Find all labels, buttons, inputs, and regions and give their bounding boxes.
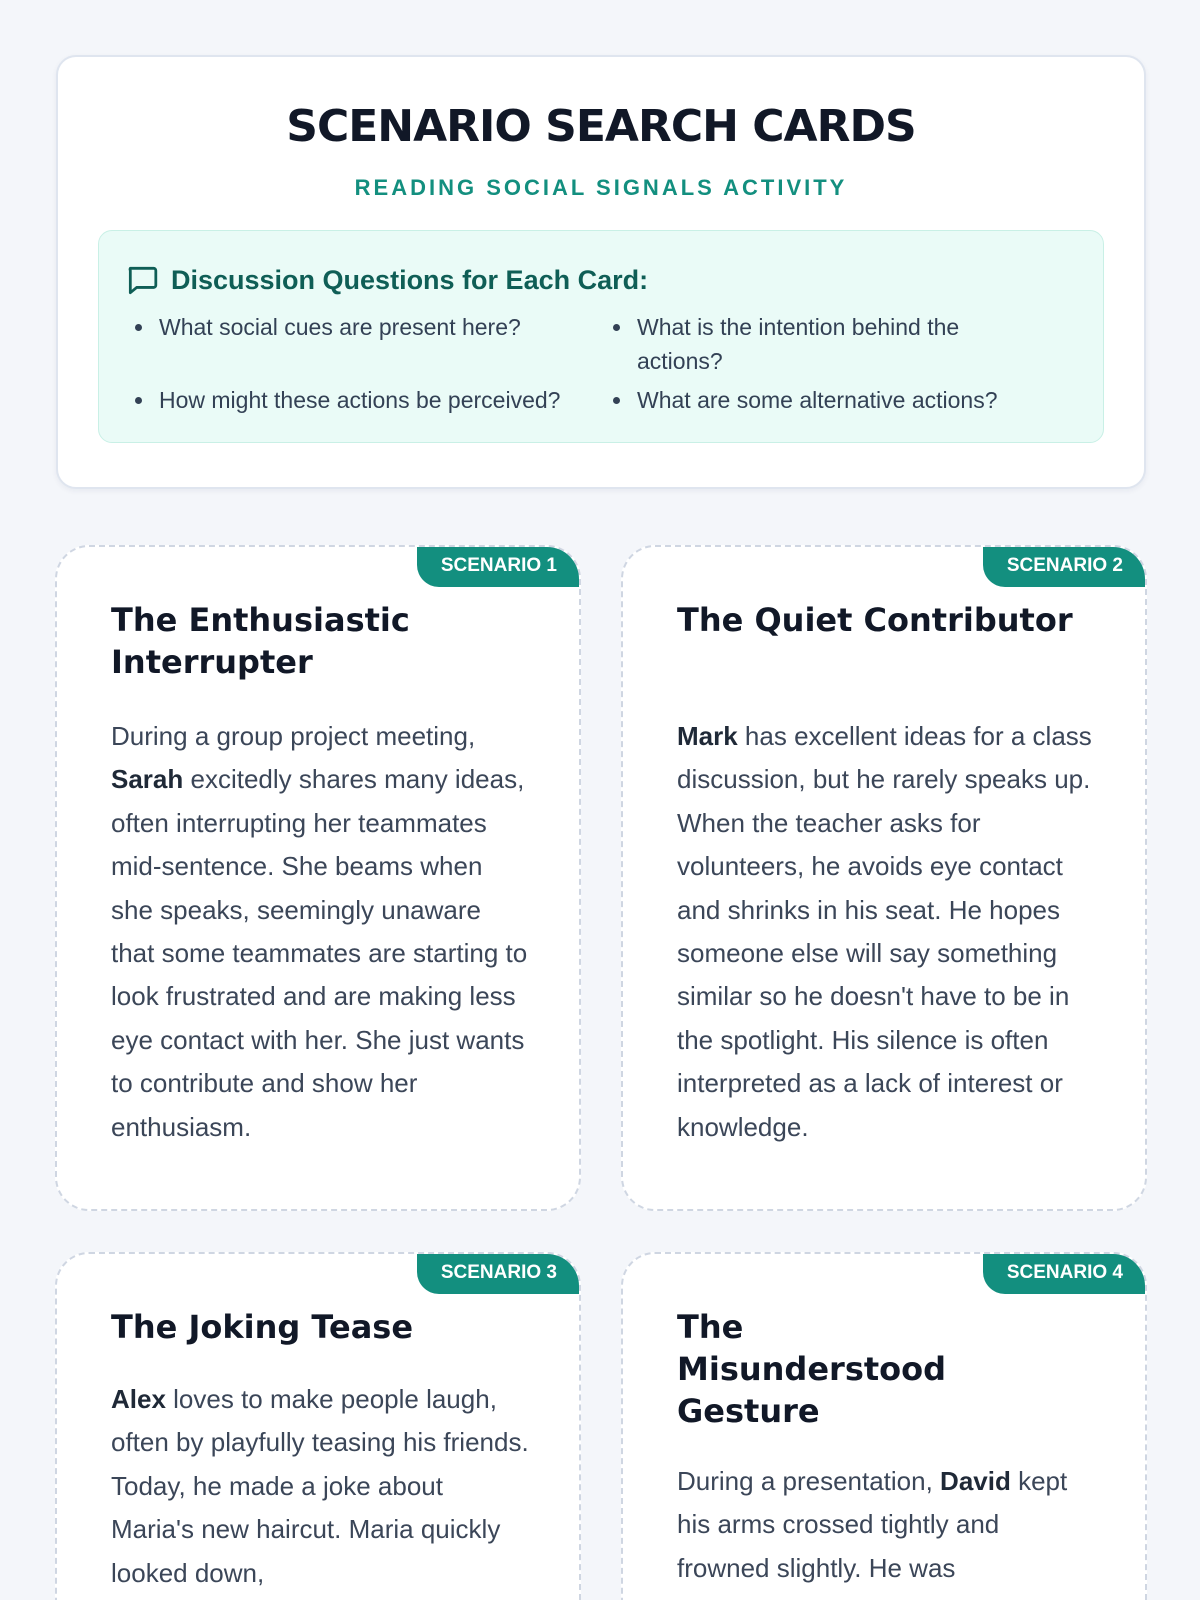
scenario-title: The Misunderstood Gesture [677, 1308, 947, 1430]
scenario-card [55, 545, 581, 1211]
scenario-title: The Joking Tease [111, 1308, 414, 1346]
scenario-card [621, 545, 1147, 1211]
scenario-text-rest: loves to make people laugh, often by playfully teasing his friends. Today, he made a joke about Maria's new haircut. Maria quickly looked down, [111, 1384, 529, 1588]
scenario-card [621, 1252, 1147, 1600]
discussion-questions-heading [125, 263, 648, 297]
scenario-title: The Enthusiastic Interrupter [111, 601, 410, 681]
page-subtitle: READING SOCIAL SIGNALS ACTIVITY [354, 175, 848, 200]
question-item: How might these actions be perceived? [129, 383, 599, 417]
question-item: What social cues are present here? [129, 310, 599, 344]
scenario-text-rest: kept his arms crossed tightly and frowned slightly. He was [677, 1466, 1068, 1583]
question-item: What are some alternative actions? [607, 383, 1077, 417]
scenario-text-lead: During a presentation, [677, 1466, 941, 1496]
scenario-text-rest: has excellent ideas for a class discussion, but he rarely speaks up. When the teacher asks for volunteers, he avoids eye contact and shrinks in his seat. He hopes someone else will say something similar so he doesn't have to be in the spotlight. His silence is often interpreted as a lack of interest or knowledge. [677, 721, 1092, 1142]
scenario-card [55, 1252, 581, 1600]
scenario-badge: SCENARIO 1 [417, 545, 581, 587]
scenario-badge: SCENARIO 3 [417, 1252, 581, 1294]
header-card [56, 55, 1146, 489]
scenario-badge: SCENARIO 4 [983, 1252, 1147, 1294]
speech-bubble-icon [125, 263, 159, 297]
scenario-text-lead: During a group project meeting, [111, 721, 476, 751]
question-item: What is the intention behind the actions? [607, 310, 1027, 378]
discussion-questions-box [98, 230, 1104, 443]
page-title: SCENARIO SEARCH CARDS [286, 101, 916, 152]
scenario-title: The Quiet Contributor [677, 601, 1073, 639]
scenario-text [111, 1378, 531, 1595]
scenario-text [677, 715, 1097, 1149]
character-name: Alex [111, 1384, 166, 1414]
character-name: Mark [677, 721, 738, 751]
discussion-questions-label: Discussion Questions for Each Card: [171, 264, 649, 295]
scenario-text [111, 715, 531, 1149]
scenario-badge: SCENARIO 2 [983, 545, 1147, 587]
scenario-text [677, 1460, 1097, 1590]
scenario-text-rest: excitedly shares many ideas, often interrupting her teammates mid-sentence. She beams when she speaks, seemingly unaware that some teammates are starting to look frustrated and are making less eye contact with her. She just wants to contribute and show her enthusiasm. [111, 764, 528, 1142]
character-name: David [940, 1466, 1011, 1496]
character-name: Sarah [111, 764, 184, 795]
